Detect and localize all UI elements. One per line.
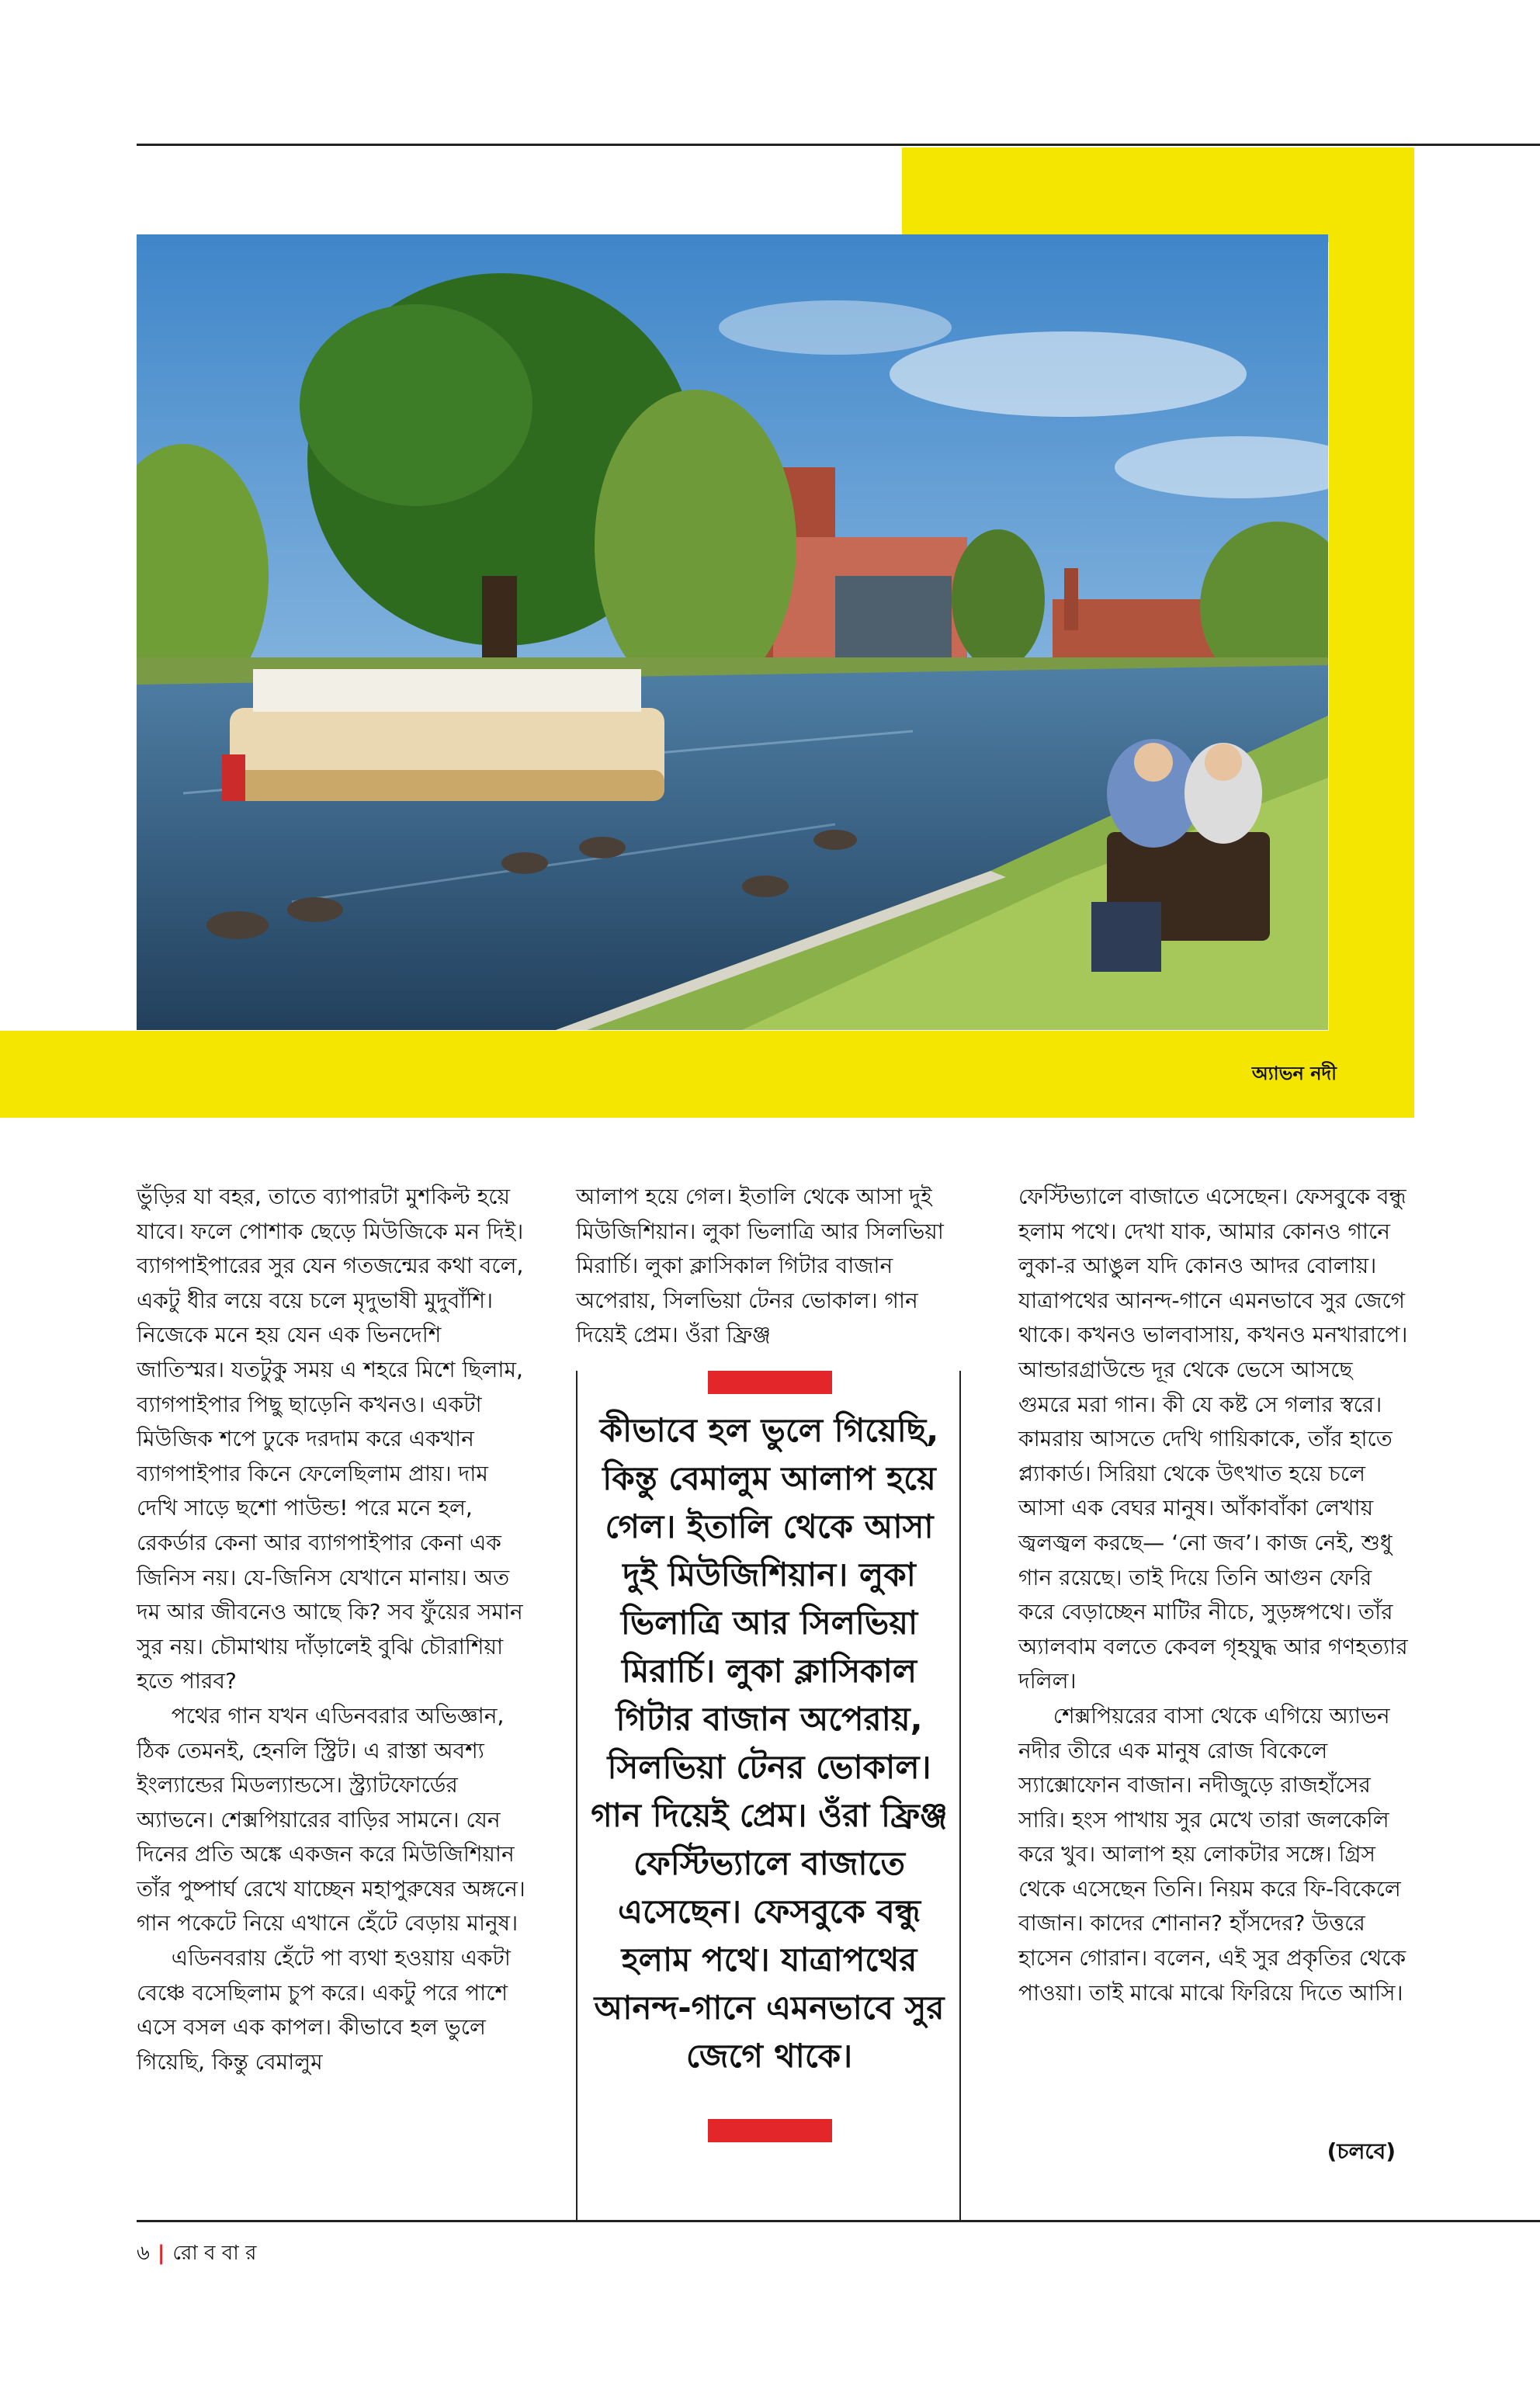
article-column-2: [576, 1180, 944, 1353]
page-footer: [137, 2237, 256, 2271]
river-avon-photo: [137, 234, 1328, 1030]
pull-quote: কীভাবে হল ভুলে গিয়েছি, কিন্তু বেমালুম আলাপ হয়ে গেল। ইতালি থেকে আসা দুই মিউজিশিয়ান। লুকা ভিলাত্রি আর সিলভিয়া মিরার্চি। লুকা ক্লাসিকাল গিটার বাজান অপেরায়, সিলভিয়া টেনর ভোকাল। গান দিয়েই প্রেম। ওঁরা ফ্রিঞ্জ ফেস্টিভ্যালে বাজাতে এসেছেন। ফেসবুকে বন্ধু হলাম পথে। যাত্রাপথের আনন্দ-গানে এমনভাবে সুর জেগে থাকে।: [591, 1411, 948, 2075]
column-divider: [959, 1371, 961, 2221]
paragraph: আলাপ হয়ে গেল। ইতালি থেকে আসা দুই মিউজিশিয়ান। লুকা ভিলাত্রি আর সিলভিয়া মিরার্চি। লুকা ক্লাসিকাল গিটার বাজান অপেরায়, সিলভিয়া টেনর ভোকাল। গান দিয়েই প্রেম। ওঁরা ফ্রিঞ্জ: [576, 1184, 944, 1348]
paragraph: পথের গান যখন এডিনবরার অভিজ্ঞান, ঠিক তেমনই, হেনলি স্ট্রিট। এ রাস্তা অবশ্য ইংল্যান্ডের মিডল্যান্ডসে। স্ট্র্যাটফোর্ডের অ্যাভনে। শেক্সপিয়ারের বাড়ির সামনে। যেন দিনের প্রতি অঙ্কে একজন করে মিউজিশিয়ান তাঁর পুষ্পার্ঘ রেখে যাচ্ছেন মহাপুরুষের অঙ্গনে। গান পকেটে নিয়ে এখানে হেঁটে বেড়ায় মানুষ।: [137, 1702, 525, 1937]
photo-caption: অ্যাভন নদী: [1251, 1063, 1337, 1084]
paragraph: এডিনবরায় হেঁটে পা ব্যথা হওয়ায় একটা বেঞ্চে বসেছিলাম চুপ করে। একটু পরে পাশে এসে বসল এক কাপল। কীভাবে হল ভুলে গিয়েছি, কিন্তু বেমালুম: [137, 1945, 511, 2075]
article-column-3: [1018, 1180, 1410, 2010]
pullquote-border-left: [576, 1371, 578, 2221]
bottom-rule: [137, 2220, 1540, 2222]
paragraph: ফেস্টিভ্যালে বাজাতে এসেছেন। ফেসবুকে বন্ধু হলাম পথে। দেখা যাক, আমার কোনও গানে লুকা-র আঙুল যদি কোনও আদর বোলায়। যাত্রাপথের আনন্দ-গানে এমনভাবে সুর জেগে থাকে। কখনও ভালবাসায়, কখনও মনখারাপে। আন্ডারগ্রাউন্ডে দূর থেকে ভেসে আসছে গুমরে মরা গান। কী যে কষ্ট সে গলার স্বরে। কামরায় আসতে দেখি গায়িকাকে, তাঁর হাতে প্ল্যাকার্ড। সিরিয়া থেকে উৎখাত হয়ে চলে আসা এক বেঘর মানুষ। আঁকাবাঁকা লেখায় জ্বলজ্বল করছে— ‘নো জব’। কাজ নেই, শুধু গান রয়েছে। তাই দিয়ে তিনি আগুন ফেরি করে বেড়াচ্ছেন মাটির নীচে, সুড়ঙ্গপথে। তাঁর অ্যালবাম বলতে কেবল গৃহযুদ্ধ আর গণহত্যার দলিল।: [1018, 1184, 1408, 1694]
yellow-frame-right: [1329, 147, 1414, 1118]
continued-label: (চলবে): [1327, 2138, 1396, 2164]
magazine-name: রো ব বা র: [172, 2242, 257, 2265]
paragraph: ভুঁড়ির যা বহর, তাতে ব্যাপারটা মুশকিল্ট হয়ে যাবে। ফলে পোশাক ছেড়ে মিউজিকে মন দিই। ব্যাগপাইপারের সুর যেন গতজন্মের কথা বলে, একটু ধীর লয়ে বয়ে চলে মৃদুভাষী মুদুবাঁশি। নিজেকে মনে হয় যেন এক ভিনদেশি জাতিস্মর। যতটুকু সময় এ শহরে মিশে ছিলাম, ব্যাগপাইপার পিছু ছাড়েনি কখনও। একটা মিউজিক শপে ঢুকে দরদাম করে একখান ব্যাগপাইপার কিনে ফেলেছিলাম প্রায়। দাম দেখি সাড়ে ছশো পাউন্ড! পরে মনে হল, রেকর্ডার কেনা আর ব্যাগপাইপার কেনা এক জিনিস নয়। যে-জিনিস যেখানে মানায়। অত দম আর জীবনেও আছে কি? সব ফুঁয়ের সমান সুর নয়। চৌমাথায় দাঁড়ালেই বুঝি চৌরাশিয়া হতে পারব?: [137, 1184, 524, 1694]
yellow-frame-bottom: [0, 1031, 1414, 1118]
page-number: ৬: [137, 2242, 150, 2265]
footer-separator: |: [157, 2242, 165, 2265]
pullquote-top-bar: [708, 1371, 832, 1394]
article-column-1: [137, 1180, 532, 2079]
top-rule: [137, 144, 1540, 146]
pullquote-bottom-bar: [708, 2119, 832, 2142]
paragraph: শেক্সপিয়রের বাসা থেকে এগিয়ে অ্যাভন নদীর তীরে এক মানুষ রোজ বিকেলে স্যাক্সোফোন বাজান। নদীজুড়ে রাজহাঁসের সারি। হংস পাখায় সুর মেখে তারা জলকেলি করে খুব। আলাপ হয় লোকটার সঙ্গে। গ্রিস থেকে এসেছেন তিনি। নিয়ম করে ফি-বিকেলে বাজান। কাদের শোনান? হাঁসদের? উত্তরে হাসেন গোরান। বলেন, এই সুর প্রকৃতির থেকে পাওয়া। তাই মাঝে মাঝে ফিরিয়ে দিতে আসি।: [1018, 1702, 1406, 2006]
